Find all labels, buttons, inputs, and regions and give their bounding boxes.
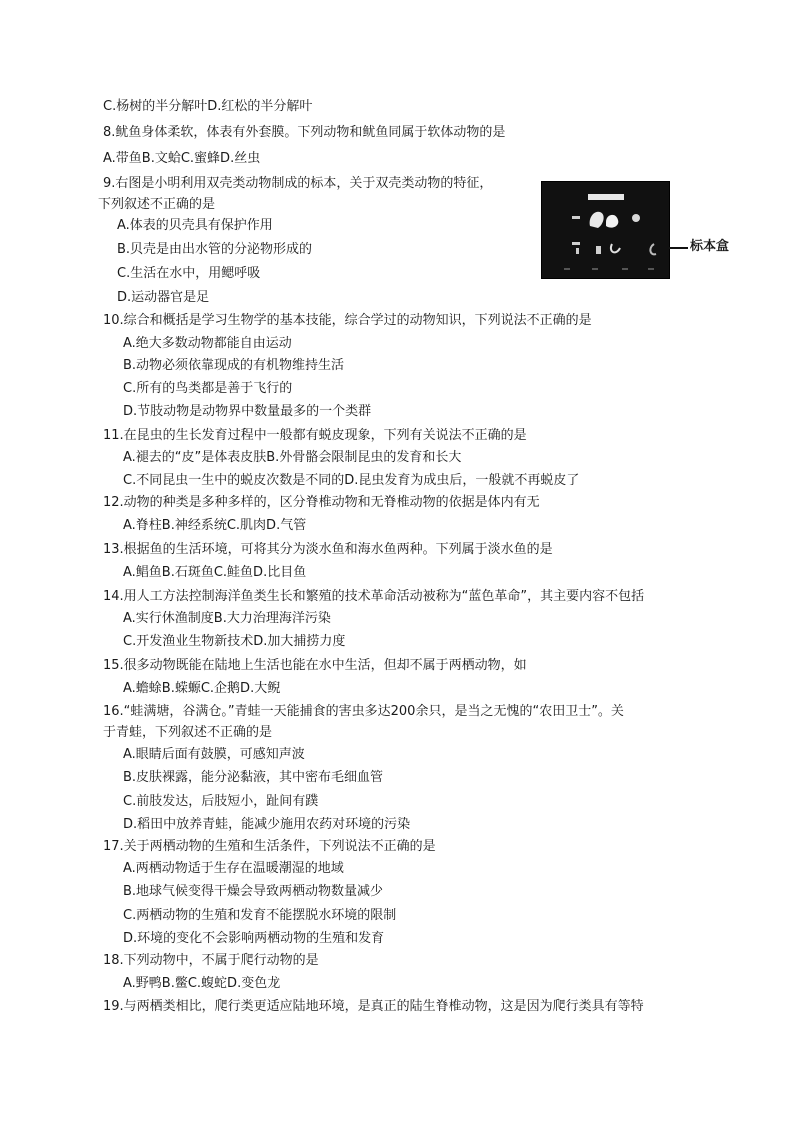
q17-option-d: D.环境的变化不会影响两栖动物的生殖和发育 — [123, 931, 385, 946]
q10-option-c: C.所有的鸟类都是善于飞行的 — [123, 381, 293, 396]
q11-options-cd: C.不同昆虫一生中的蜕皮次数是不同的D.昆虫发育为成虫后，一般就不再蜕皮了 — [123, 473, 580, 488]
q17-stem: 17.关于两栖动物的生殖和生活条件，下列说法不正确的是 — [103, 839, 436, 854]
q9-option-b: B.贝壳是由出水管的分泌物形成的 — [117, 242, 313, 257]
q9-stem: 9.右图是小明利用双壳类动物制成的标本，关于双壳类动物的特征， — [103, 176, 493, 191]
q9-option-c: C.生活在水中，用鳃呼吸 — [117, 266, 261, 281]
q19-stem: 19.与两栖类相比，爬行类更适应陆地环境，是真正的陆生脊椎动物，这是因为爬行类具有等特 — [103, 999, 644, 1014]
q7-options-cd: C.杨树的半分解叶D.红松的半分解叶 — [103, 99, 313, 114]
q14-options-cd: C.开发渔业生物新技术D.加大捕捞力度 — [123, 634, 346, 649]
q14-options-ab: A.实行休渔制度B.大力治理海洋污染 — [123, 611, 331, 626]
q10-option-d: D.节肢动物是动物界中数量最多的一个类群 — [123, 404, 372, 419]
specimen-callout-line — [668, 247, 688, 249]
q16-option-d: D.稻田中放养青蛙，能减少施用农药对环境的污染 — [123, 817, 411, 832]
q15-stem: 15.很多动物既能在陆地上生活也能在水中生活，但却不属于两栖动物，如 — [103, 658, 527, 673]
q10-option-a: A.绝大多数动物都能自由运动 — [123, 336, 292, 351]
q9-option-d: D.运动器官是足 — [117, 290, 210, 305]
q16-stem-cont: 于青蛙，下列叙述不正确的是 — [103, 725, 273, 740]
q17-option-a: A.两栖动物适于生存在温暖潮湿的地域 — [123, 861, 344, 876]
q9-stem-cont: 下列叙述不正确的是 — [98, 197, 216, 212]
q18-options: A.野鸭B.鳖C.蝮蛇D.变色龙 — [123, 976, 281, 991]
q12-options: A.脊柱B.神经系统C.肌肉D.气管 — [123, 518, 307, 533]
specimen-box-label: 标本盒 — [690, 239, 730, 254]
q13-stem: 13.根据鱼的生活环境，可将其分为淡水鱼和海水鱼两种。下列属于淡水鱼的是 — [103, 542, 553, 557]
q12-stem: 12.动物的种类是多种多样的，区分脊椎动物和无脊椎动物的依据是体内有无 — [103, 495, 540, 510]
q10-option-b: B.动物必须依靠现成的有机物维持生活 — [123, 358, 345, 373]
q13-options: A.鲳鱼B.石斑鱼C.鲑鱼D.比目鱼 — [123, 565, 307, 580]
specimen-shells — [542, 182, 669, 278]
specimen-box-figure — [541, 181, 670, 279]
q10-stem: 10.综合和概括是学习生物学的基本技能，综合学过的动物知识，下列说法不正确的是 — [103, 313, 592, 328]
q16-stem: 16.“蛙满塘，谷满仓。”青蛙一天能捕食的害虫多达200余只，是当之无愧的“农田卫士”。关 — [103, 704, 624, 719]
q11-options-ab: A.褪去的“皮”是体表皮肤B.外骨骼会限制昆虫的发育和长大 — [123, 450, 462, 465]
q16-option-b: B.皮肤裸露，能分泌黏液，其中密布毛细血管 — [123, 770, 384, 785]
q8-options: A.带鱼B.文蛤C.蜜蜂D.丝虫 — [103, 151, 261, 166]
q9-option-a: A.体表的贝壳具有保护作用 — [117, 218, 273, 233]
q11-stem: 11.在昆虫的生长发育过程中一般都有蜕皮现象，下列有关说法不正确的是 — [103, 428, 527, 443]
q14-stem: 14.用人工方法控制海洋鱼类生长和繁殖的技术革命活动被称为“蓝色革命”，其主要内容不包括 — [103, 589, 645, 604]
q17-option-c: C.两栖动物的生殖和发育不能摆脱水环境的限制 — [123, 908, 397, 923]
q8-stem: 8.鱿鱼身体柔软，体表有外套膜。下列动物和鱿鱼同属于软体动物的是 — [103, 125, 506, 140]
q16-option-a: A.眼睛后面有鼓膜，可感知声波 — [123, 747, 305, 762]
q15-options: A.蟾蜍B.蝾螈C.企鹅D.大鲵 — [123, 681, 281, 696]
q18-stem: 18.下列动物中，不属于爬行动物的是 — [103, 953, 319, 968]
q16-option-c: C.前肢发达，后肢短小，趾间有蹼 — [123, 794, 319, 809]
q17-option-b: B.地球气候变得干燥会导致两栖动物数量减少 — [123, 884, 384, 899]
